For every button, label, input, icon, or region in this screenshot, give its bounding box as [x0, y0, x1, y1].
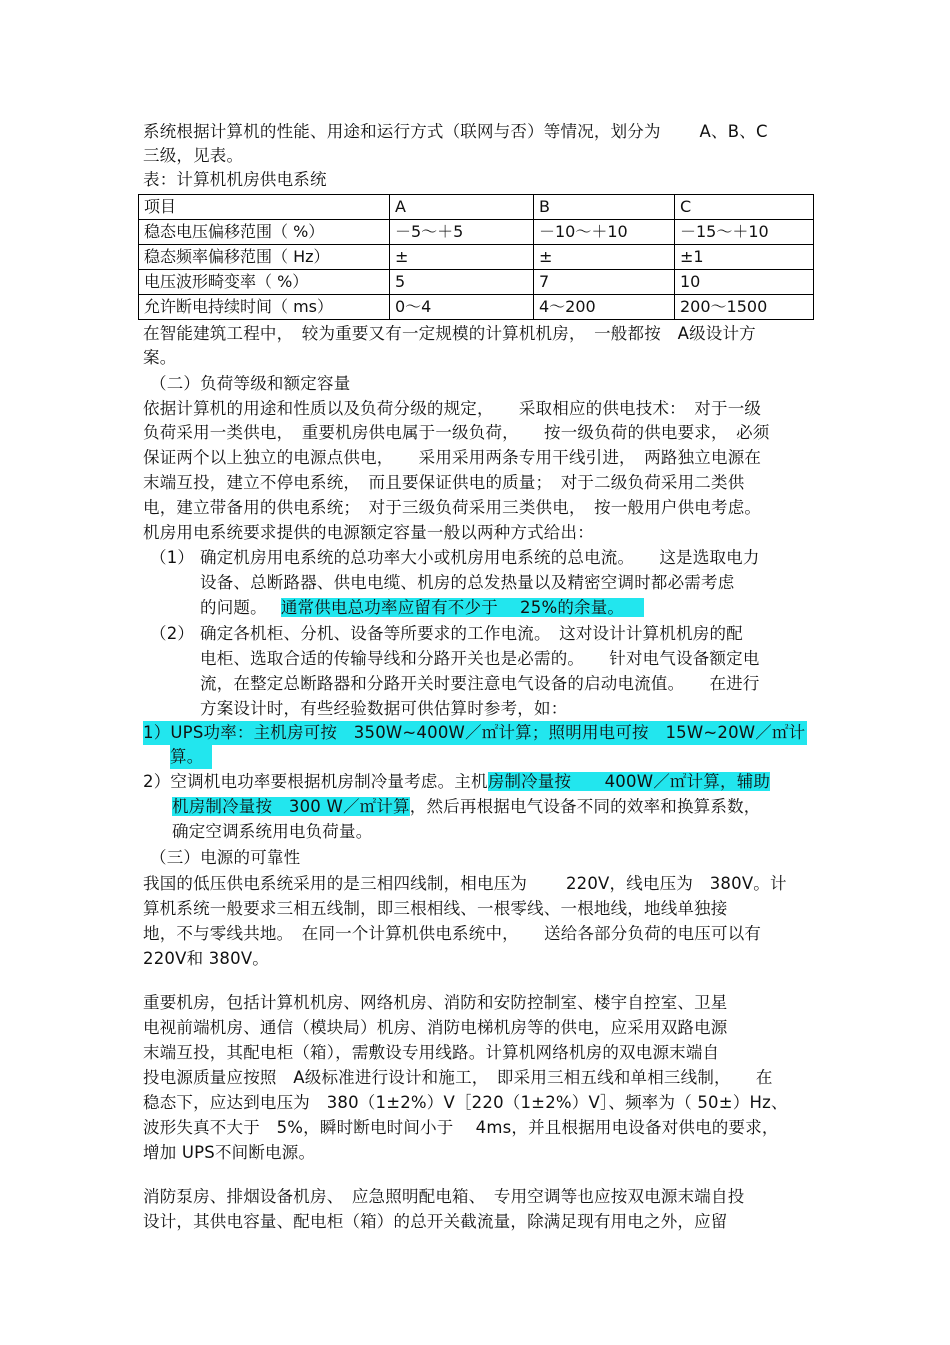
- list-item-text: 2）空调机电功率要根据机房制冷量考虑。主机: [143, 772, 488, 791]
- table-cell: ±1: [675, 245, 814, 270]
- table-cell: －15～＋10: [675, 220, 814, 245]
- paragraph-line: 机房用电系统要求提供的电源额定容量一般以两种方式给出：: [143, 523, 594, 542]
- paragraph-line: 设计，其供电容量、配电柜（箱）的总开关截流量，除满足现有用电之外，应留: [143, 1212, 728, 1231]
- table-cell: －5～＋5: [390, 220, 534, 245]
- paragraph-line: 我国的低压供电系统采用的是三相四线制，相电压为 220V，线电压为 380V。计: [143, 874, 787, 893]
- table-row: [139, 270, 814, 295]
- highlighted-text: 通常供电总功率应留有不少于 25%的余量。: [281, 598, 644, 617]
- table-cell: 稳态电压偏移范围（ %）: [139, 220, 390, 245]
- table-header-cell: 项目: [139, 195, 390, 220]
- paragraph-line: [143, 770, 770, 794]
- highlighted-text: 机房制冷量按 300 W／㎡计算: [172, 797, 410, 816]
- paragraph-line: 电视前端机房、通信（模块局）机房、消防电梯机房等的供电，应采用双路电源: [143, 1018, 728, 1037]
- paragraph-line: 依据计算机的用途和性质以及负荷分级的规定， 采取相应的供电技术： 对于一级: [143, 399, 762, 418]
- table-caption: 表：计算机机房供电系统: [143, 170, 327, 189]
- highlighted-text: 1）UPS功率：主机房可按 350W~400W／㎡计算；照明用电可按 15W~20W／㎡计: [143, 721, 807, 745]
- table-header-row: [139, 195, 814, 220]
- table-cell: 7: [534, 270, 675, 295]
- table-row: [139, 295, 814, 320]
- paragraph-line: [172, 795, 760, 819]
- table-row: [139, 245, 814, 270]
- paragraph-line: 在智能建筑工程中， 较为重要又有一定规模的计算机机房， 一般都按 A级设计方: [143, 324, 756, 343]
- paragraph-line: 波形失真不大于 5%，瞬时断电时间小于 4ms，并且根据用电设备对供电的要求，: [143, 1118, 779, 1137]
- paragraph-line: 案。: [143, 348, 177, 367]
- table-cell: ±: [534, 245, 675, 270]
- list-item-text: 的问题。: [200, 598, 267, 617]
- paragraph-line: 稳态下，应达到电压为 380（1±2%）V［220（1±2%）V］、频率为（ 50±）Hz、: [143, 1093, 788, 1112]
- list-item-line: 方案设计时，有些经验数据可供估算时参考，如：: [200, 699, 568, 718]
- list-item-line: 电柜、选取合适的传输导线和分路开关也是必需的。 针对电气设备额定电: [200, 649, 760, 668]
- list-item-line: 确定各机柜、分机、设备等所要求的工作电流。 这对设计计算机机房的配: [200, 624, 743, 643]
- section-heading: （三）电源的可靠性: [150, 848, 301, 867]
- paragraph-line: 电，建立带备用的供电系统； 对于三级负荷采用三类供电， 按一般用户供电考虑。: [143, 498, 762, 517]
- table-header-cell: A: [390, 195, 534, 220]
- paragraph-line: 重要机房，包括计算机机房、网络机房、消防和安防控制室、楼宇自控室、卫星: [143, 993, 728, 1012]
- paragraph-line: 地，不与零线共地。 在同一个计算机供电系统中， 送给各部分负荷的电压可以有: [143, 924, 762, 943]
- paragraph-line: 末端互投，其配电柜（箱），需敷设专用线路。计算机网络机房的双电源末端自: [143, 1043, 720, 1062]
- table-cell: 10: [675, 270, 814, 295]
- paragraph-line: 保证两个以上独立的电源点供电， 采用采用两条专用干线引进， 两路独立电源在: [143, 448, 762, 467]
- list-item-text: ，然后再根据电气设备不同的效率和换算系数，: [409, 797, 761, 816]
- paragraph-line: 确定空调系统用电负荷量。: [172, 822, 373, 841]
- paragraph-line: 算机系统一般要求三相五线制，即三根相线、一根零线、一根地线，地线单独接: [143, 899, 728, 918]
- paragraph-line: 末端互投，建立不停电系统， 而且要保证供电的质量； 对于二级负荷采用二类供: [143, 473, 745, 492]
- list-item-number: （1）: [150, 548, 195, 567]
- intro-line: 系统根据计算机的性能、用途和运行方式（联网与否）等情况，划分为 A、B、C: [143, 122, 768, 141]
- table-cell: －10～＋10: [534, 220, 675, 245]
- list-item-line: 设备、总断路器、供电电缆、机房的总发热量以及精密空调时都必需考虑: [200, 573, 735, 592]
- paragraph-line: 消防泵房、排烟设备机房、 应急照明配电箱、 专用空调等也应按双电源末端自投: [143, 1187, 745, 1206]
- highlighted-text: 算。: [170, 745, 212, 769]
- table-cell: 稳态频率偏移范围（ Hz）: [139, 245, 390, 270]
- paragraph-line: 投电源质量应按照 A级标准进行设计和施工， 即采用三相五线和单相三线制， 在: [143, 1068, 773, 1087]
- table-header-cell: C: [675, 195, 814, 220]
- list-item-line: 确定机房用电系统的总功率大小或机房用电系统的总电流。 这是选取电力: [200, 548, 760, 567]
- table-cell: 4～200: [534, 295, 675, 320]
- table-row: [139, 220, 814, 245]
- table-cell: 电压波形畸变率（ %）: [139, 270, 390, 295]
- table-cell: 200～1500: [675, 295, 814, 320]
- paragraph-line: 负荷采用一类供电， 重要机房供电属于一级负荷， 按一级负荷的供电要求， 必须: [143, 423, 770, 442]
- highlighted-text: 房制冷量按 400W／㎡计算，辅助: [487, 772, 771, 791]
- section-heading: （二）负荷等级和额定容量: [150, 374, 351, 393]
- paragraph-line: 220V和 380V。: [143, 949, 270, 968]
- table-cell: 允许断电持续时间（ ms）: [139, 295, 390, 320]
- table-cell: ±: [390, 245, 534, 270]
- table-header-cell: B: [534, 195, 675, 220]
- intro-line: 三级，见表。: [143, 146, 244, 165]
- table-cell: 0～4: [390, 295, 534, 320]
- list-item-line: 流，在整定总断路器和分路开关时要注意电气设备的启动电流值。 在进行: [200, 674, 760, 693]
- list-item-line: [200, 596, 644, 620]
- paragraph-line: 增加 UPS不间断电源。: [143, 1143, 316, 1162]
- power-spec-table: [138, 194, 814, 320]
- table-cell: 5: [390, 270, 534, 295]
- list-item-number: （2）: [150, 624, 195, 643]
